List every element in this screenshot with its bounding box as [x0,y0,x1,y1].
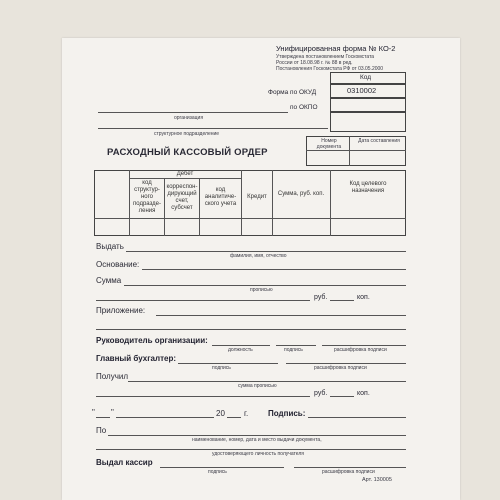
chief-signature-caption: подпись [212,365,231,371]
sum-rub-label: руб. [314,294,328,301]
year-prefix: 20 [216,409,225,418]
issue-label: Выдать [96,242,124,251]
form-title: Унифицированная форма № КО-2 [276,44,396,53]
col-sum: Сумма, руб. коп. [277,191,325,197]
form-sheet [62,38,460,500]
document-title: РАСХОДНЫЙ КАССОВЫЙ ОРДЕР [107,147,268,158]
cashier-signature-caption: подпись [208,469,227,475]
sum-line[interactable] [124,285,406,286]
col-corr-account: корреспон-дирующий счет, субсчет [166,184,198,211]
table-col-5 [272,170,273,236]
number-label: Номер документа [316,138,342,150]
attachment-label: Приложение: [96,306,146,315]
received-label: Получил [96,372,128,381]
head-decode-line[interactable] [322,345,406,346]
basis-label: Основание: [96,260,140,269]
day-line[interactable] [96,417,110,418]
received-caption: сумма прописью [238,383,277,389]
code-label: Код [360,74,372,81]
sum-caption: прописью [250,287,273,293]
signature-label: Подпись: [268,409,306,418]
organization-caption: организация [174,115,204,121]
okud-label: Форма по ОКУД [268,89,317,96]
date-quote-close: " [111,408,114,417]
debit-divider [129,178,241,179]
attachment-line-2[interactable] [96,329,406,330]
number-date-hline [306,150,406,151]
cashier-label: Выдал кассир [96,458,153,467]
by-document-caption: наименование, номер, дата и место выдачи документа, [192,437,322,443]
date-label: Дата составления [358,138,400,144]
chief-signature-line[interactable] [178,363,278,364]
chief-decode-line[interactable] [286,363,406,364]
received-line[interactable] [128,381,406,382]
head-decode-caption: расшифровка подписи [334,347,387,353]
col-purpose-code: Код целевого назначения [349,181,387,194]
head-signature-caption: подпись [284,347,303,353]
extra-code-box[interactable] [330,112,406,132]
chief-accountant-label: Главный бухгалтер: [96,354,177,363]
table-header-bottom [94,218,406,219]
by-label: По [96,426,107,435]
received-kop-line[interactable] [330,396,354,397]
sum-label: Сумма [96,276,122,285]
year-suffix: г. [244,409,249,418]
by-document-line[interactable] [108,435,406,436]
okpo-label: по ОКПО [290,104,318,111]
chief-decode-caption: расшифровка подписи [314,365,367,371]
table-col-6 [330,170,331,236]
id-document-caption: удостоверяющего личность получателя [212,451,305,457]
cashier-decode-line[interactable] [294,467,406,468]
approved-line-3: Постановления Госкомстата РФ от 03.05.2000 [276,66,384,72]
table-col-4 [241,170,242,236]
debit-label: Дебет [176,171,194,177]
col-credit: Кредит [247,194,267,200]
sum-kop-line[interactable] [330,300,354,301]
head-position-caption: должность [228,347,253,353]
received-kop-label: коп. [357,390,370,397]
sum-line-2[interactable] [96,300,310,301]
month-line[interactable] [116,417,214,418]
cashier-decode-caption: расшифровка подписи [322,469,375,475]
organization-line[interactable] [98,112,288,113]
col-dept-code: код структур-ного подразде-ления [132,180,162,214]
basis-line[interactable] [142,269,406,270]
head-position-line[interactable] [212,345,270,346]
number-date-divider [349,136,350,166]
head-label: Руководитель организации: [96,336,208,345]
okud-code: 0310002 [347,86,377,95]
attachment-line[interactable] [156,315,406,316]
id-document-line[interactable] [96,449,406,450]
received-line-2[interactable] [96,396,310,397]
date-quote-open: " [92,408,95,417]
department-line[interactable] [98,128,328,129]
article-number: Арт. 130005 [362,477,392,483]
department-caption: структурное подразделение [154,131,220,137]
approved-line-1: Утверждена постановлением Госкомстата [276,54,375,60]
approved-line-2: России от 18.08.98 г. № 88 в ред. [276,60,353,66]
issue-caption: фамилия, имя, отчество [230,253,287,259]
okpo-code-box[interactable] [330,98,406,112]
col-analytic-code: код аналитиче-ского учета [204,187,237,207]
year-line[interactable] [227,417,241,418]
sum-kop-label: коп. [357,294,370,301]
cashier-signature-line[interactable] [160,467,284,468]
head-signature-line[interactable] [276,345,316,346]
receiver-signature-line[interactable] [308,417,406,418]
received-rub-label: руб. [314,390,328,397]
issue-line[interactable] [126,251,406,252]
